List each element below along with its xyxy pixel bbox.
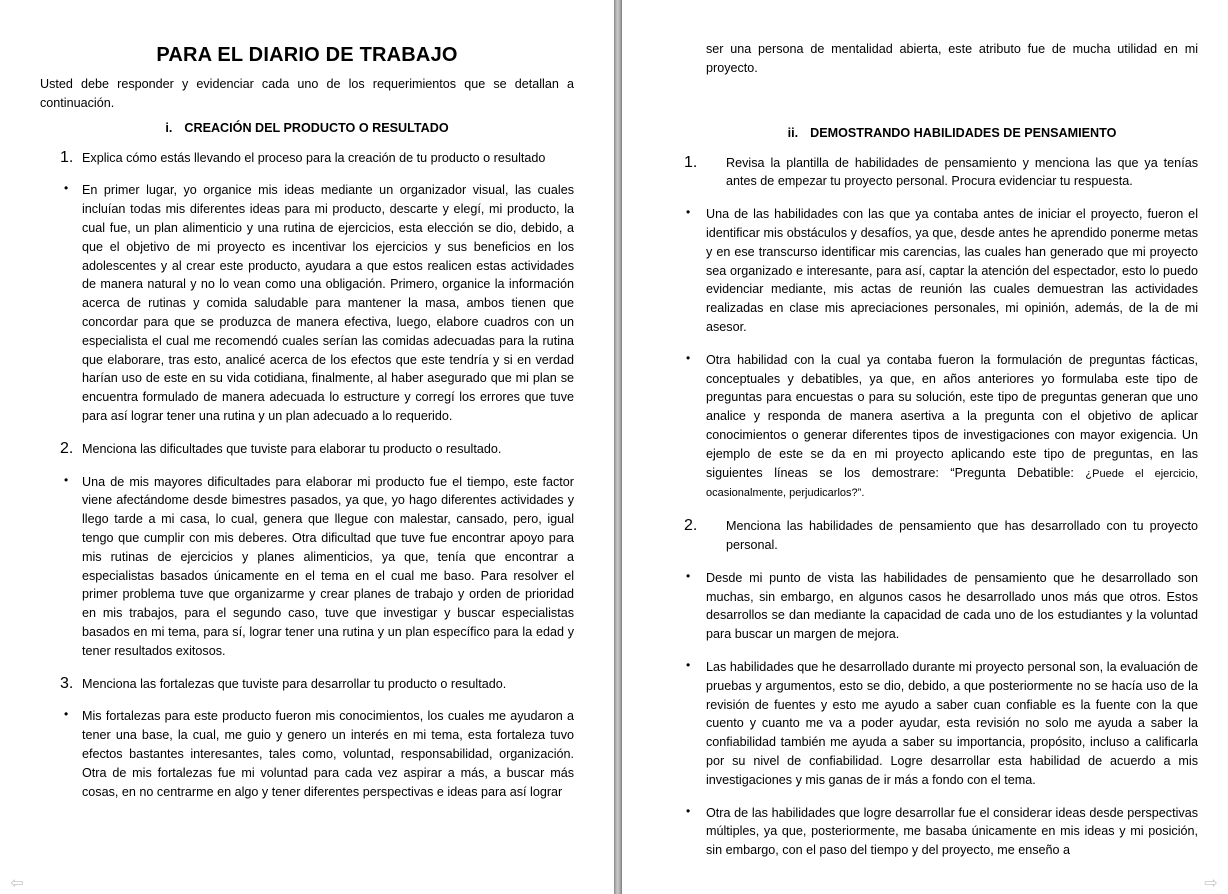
answer-3 [686,568,1198,644]
bullet-icon: • [64,707,69,722]
question-number: 2. [684,517,698,535]
question-text: Revisa la plantilla de habilidades de pensamiento y menciona las que ya tenías antes de empezar tu proyecto personal. Procura evidenciar tu respuesta. [726,155,1198,189]
answer-text: En primer lugar, yo organice mis ideas mediante un organizador visual, las cuales incluían todas mis diferentes ideas para mi producto, descarte y elegí, mi producto, la cual fue, un plan alimenticio y una rutina de ejercicios, esta elección se dio, debido, a que el objetivo de mi proyecto es incentivar los ejercicios y sus beneficios en los adolescentes y al crear este producto, ayudara a que estos realicen estas actividades de manera natural y no lo vean como una obligación. Primero, organice la información acerca de rutinas y comida saludable para mantener la masa, ambos tienen que concordar para que se produzca de manera efectiva, luego, elabore cuadros con un especialista el cual me recomendó cuales serían las comidas adecuadas para la rutina que elaborare, tras esto, analicé acerca de los efectos que este tendría y si en verdad harían uso de este en su vida cotidiana, finalmente, al haber asegurado que mi plan se encuentra formulado de manera adecuada lo estructure y corregí los errores que tuve para así lograr tener una rutina y un plan adecuado a lo requerido. [82,183,574,423]
page-right [622,0,1228,894]
question-text: Explica cómo estás llevando el proceso para la creación de tu producto o resultado [82,150,546,165]
answer-text: Una de las habilidades con las que ya contaba antes de iniciar el proyecto, fueron el identificar mis obstáculos y desafíos, ya que, desde antes he aprendido ponerme metas y en ese transcurso identificar mis carencias, las cuales han generado que mi proyecto sea organizado e interesante, para así, captar la atención del espectador, esto lo puedo evidenciar mediante, mis actas de reunión las cuales demuestran las actividades realizadas en clase mis apreciaciones personales, mi opinión, además, de la de mi asesor. [706,207,1198,334]
answer-text: Otra de las habilidades que logre desarrollar fue el considerar ideas desde perspectivas múltiples, ya que, posteriormente, me basaba únicamente en mis ideas y mi posición, sin embargo, con el paso del tiempo y del proyecto, me enseño a [706,805,1198,858]
question-text: Menciona las habilidades de pensamiento que has desarrollado con tu proyecto personal. [726,519,1198,552]
question-2 [684,517,1198,555]
bullet-icon: • [64,472,69,487]
question-text: Menciona las dificultades que tuviste para elaborar tu producto o resultado. [82,441,502,456]
answer-text [706,351,1198,503]
answer-text: Desde mi punto de vista las habilidades de pensamiento que he desarrollado son muchas, sin embargo, en algunos casos he desarrollado unos más que otros. Estos desarrollos se dan mediante la capacidad de cada uno de los estudiantes y la voluntad para buscar un margen de mejora. [706,570,1198,642]
answer-text: Las habilidades que he desarrollado durante mi proyecto personal son, la evaluación de pruebas y argumentos, esto se dio, debido, a que posteriormente no se hacía uso de la revisión de fuentes y esto me ayudo a saber cuan confiable es la fuente con la que cuento y cuanto me va a poder ayudar, esta revisión no solo me ayuda a saber la confiabilidad también me ayuda a saber su importancia, propósito, incluso a calificarla por su nivel de confiabilidad. Logre desarrollar esta habilidad de acuerdo a mis investigaciones y mis ganas de ir más a fondo con el tema. [706,659,1198,787]
answer-1 [686,205,1198,337]
answer-text: Mis fortalezas para este producto fueron mis conocimientos, los cuales me ayudaron a tener una base, la cual, me guio y genero un interés en mi tema, esta fortaleza tuvo efectos bastantes interesantes, tales como, voluntad, responsabilidad, organización. Otra de mis fortalezas fue mi voluntad para cada vez aspirar a más, a buscar más cosas, en no centrarme en algo y tener diferentes perspectivas e ideas para así lograr [82,709,574,799]
question-number: 3. [60,674,74,692]
answer-1 [40,181,574,425]
answer-3 [40,707,574,801]
bullet-icon: • [686,657,691,672]
answer-2 [40,473,574,661]
question-1 [40,149,574,168]
question-1 [684,153,1198,192]
answer-2 [686,350,1199,503]
answer-5 [686,803,1198,860]
bullet-icon: • [686,803,691,818]
section-number: i. [165,120,173,135]
section-heading-i [40,121,574,135]
next-page-arrow-icon[interactable]: ⇨ [1204,875,1218,892]
document-title: PARA EL DIARIO DE TRABAJO [156,44,458,66]
bullet-icon: • [686,568,691,583]
bullet-icon: • [686,350,691,365]
section-title: CREACIÓN DEL PRODUCTO O RESULTADO [184,120,449,135]
answer-4 [686,657,1198,790]
section-number: ii. [787,125,799,140]
question-number: 1. [60,148,74,166]
bullet-icon: • [686,205,691,220]
question-2 [40,440,574,459]
question-number: 1. [684,153,698,171]
section-title: DEMOSTRANDO HABILIDADES DE PENSAMIENTO [810,125,1117,140]
previous-page-arrow-icon[interactable]: ⇦ [10,875,24,892]
page-divider [614,0,622,894]
question-3 [40,675,574,694]
intro-paragraph: Usted debe responder y evidenciar cada uno de los requerimientos que se detallan a continuación. [40,77,574,110]
debatable-question: ¿Puede el ejercicio, ocasionalmente, perjudicarlos? [706,467,1199,500]
answer-text: Una de mis mayores dificultades para elaborar mi producto fue el tiempo, este factor viene afectándome desde bimestres pasados, ya que, yo hago diferentes actividades y llego tarde a mi casa, lo cual, genera que llegue con malestar, cansado, pero, igual tengo que cumplir con mis deberes. Otra dificultad que tuve fue encontrar apoyo para mis rutinas de ejercicios y planes alimenticios, ya que, tenía que encontrar a especialistas basados únicamente en el tema en el cual me baso. Para resolver el primer problema tuve que organizarme y crear planes de trabajo y orden de prioridad en mis trabajos, para el segundo caso, tuve que investigar y buscar especialistas basados en mi tema, para sí, lograr tener una rutina y un plan específico para la edad y tener resultados exitosos. [82,474,574,658]
continuation-text: ser una persona de mentalidad abierta, este atributo fue de mucha utilidad en mi proyecto. [706,42,1198,75]
question-number: 2. [60,439,74,457]
section-heading-ii [706,126,1198,140]
answer-end: ”. [857,487,865,500]
bullet-icon: • [64,181,69,196]
answer-main: Otra habilidad con la cual ya contaba fueron la formulación de preguntas fácticas, conceptuales y debatibles, ya que, en años anteriores yo formulaba este tipo de preguntas para encuestas o para su solución, este tipo de preguntas generan que uno analice y responda de manera asertiva a la pregunta con el objetivo de aplicar conocimientos o generar diferentes tipos de investigaciones con mayor exigencia. Un ejemplo de este se da en mi proyecto aplicando este tipo de preguntas, en las siguientes líneas se los demostrare: “Pregunta Debatible: [706,352,1198,480]
question-text: Menciona las fortalezas que tuviste para desarrollar tu producto o resultado. [82,676,507,691]
